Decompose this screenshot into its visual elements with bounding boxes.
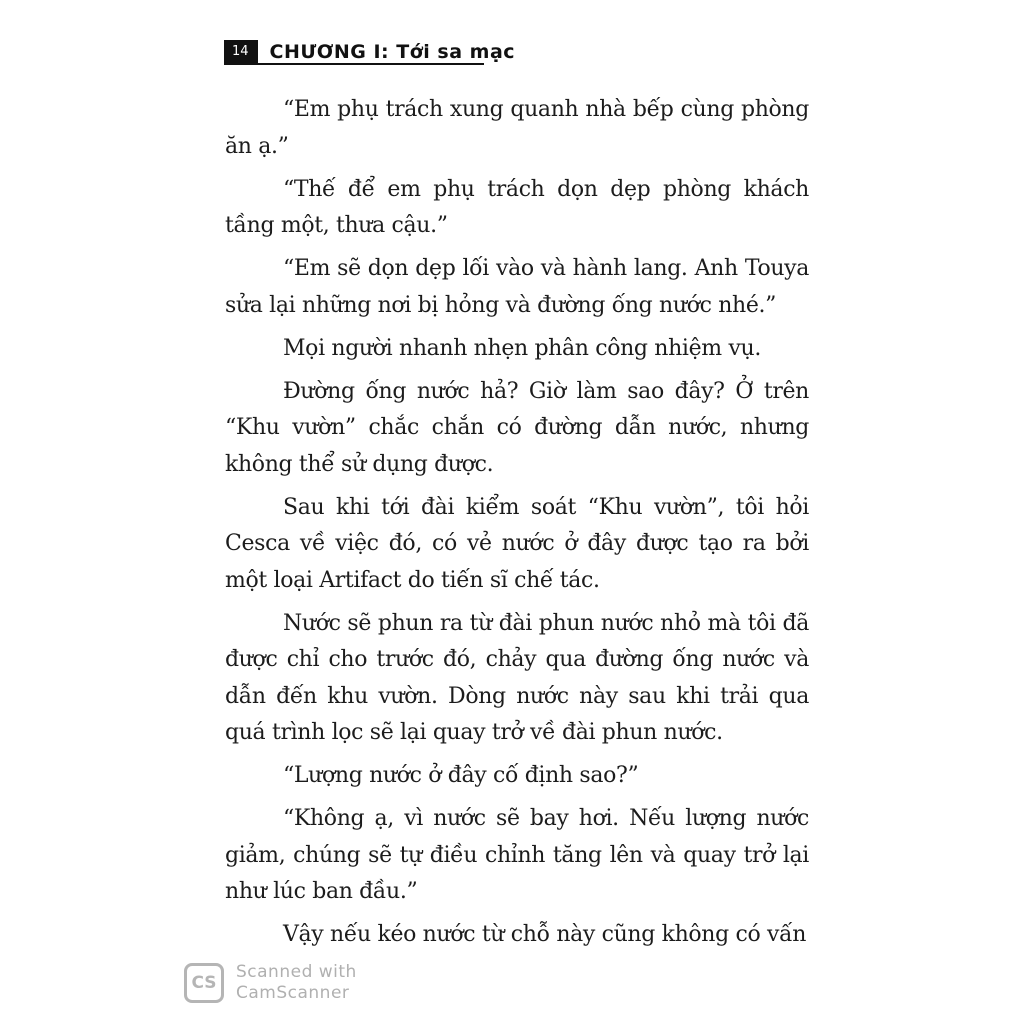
paragraph: Vậy nếu kéo nước từ chỗ này cũng không có vấn (283, 922, 807, 947)
paragraph: “Thế để em phụ trách dọn dẹp phòng khách tầng một, thưa cậu.” (225, 176, 809, 238)
camscanner-logo-icon: CS (184, 963, 224, 1003)
header-underline (224, 63, 484, 65)
paragraph: Sau khi tới đài kiểm soát “Khu vườn”, tôi hỏi Cesca về việc đó, có vẻ nước ở đây được tạo ra bởi một loại Artifact do tiến sĩ chế tác. (225, 494, 809, 593)
page-body (225, 92, 809, 960)
page-number: 14 (224, 40, 258, 64)
paragraph: “Lượng nước ở đây cố định sao?” (283, 763, 639, 788)
paragraph: “Em phụ trách xung quanh nhà bếp cùng phòng ăn ạ.” (225, 97, 809, 159)
paragraph: “Không ạ, vì nước sẽ bay hơi. Nếu lượng nước giảm, chúng sẽ tự điều chỉnh tăng lên và quay trở lại như lúc ban đầu.” (225, 806, 809, 904)
chapter-title: CHƯƠNG I: Tới sa mạc (269, 41, 516, 63)
paragraph: Đường ống nước hả? Giờ làm sao đây? Ở trên “Khu vườn” chắc chắn có đường dẫn nước, nhưng không thể sử dụng được. (225, 378, 809, 477)
watermark-line-1: Scanned with (236, 962, 357, 982)
paragraph: Nước sẽ phun ra từ đài phun nước nhỏ mà tôi đã được chỉ cho trước đó, chảy qua đường ống nước và dẫn đến khu vườn. Dòng nước này sau khi trải qua quá trình lọc sẽ lại quay trở về đài phun nước. (225, 610, 809, 745)
paragraph: Mọi người nhanh nhẹn phân công nhiệm vụ. (283, 335, 761, 361)
paragraph: “Em sẽ dọn dẹp lối vào và hành lang. Anh Touya sửa lại những nơi bị hỏng và đường ống nước nhé.” (225, 256, 809, 318)
watermark-text (236, 962, 357, 1004)
camscanner-watermark (184, 962, 357, 1004)
page-header (224, 40, 515, 64)
watermark-line-2: CamScanner (236, 983, 350, 1003)
